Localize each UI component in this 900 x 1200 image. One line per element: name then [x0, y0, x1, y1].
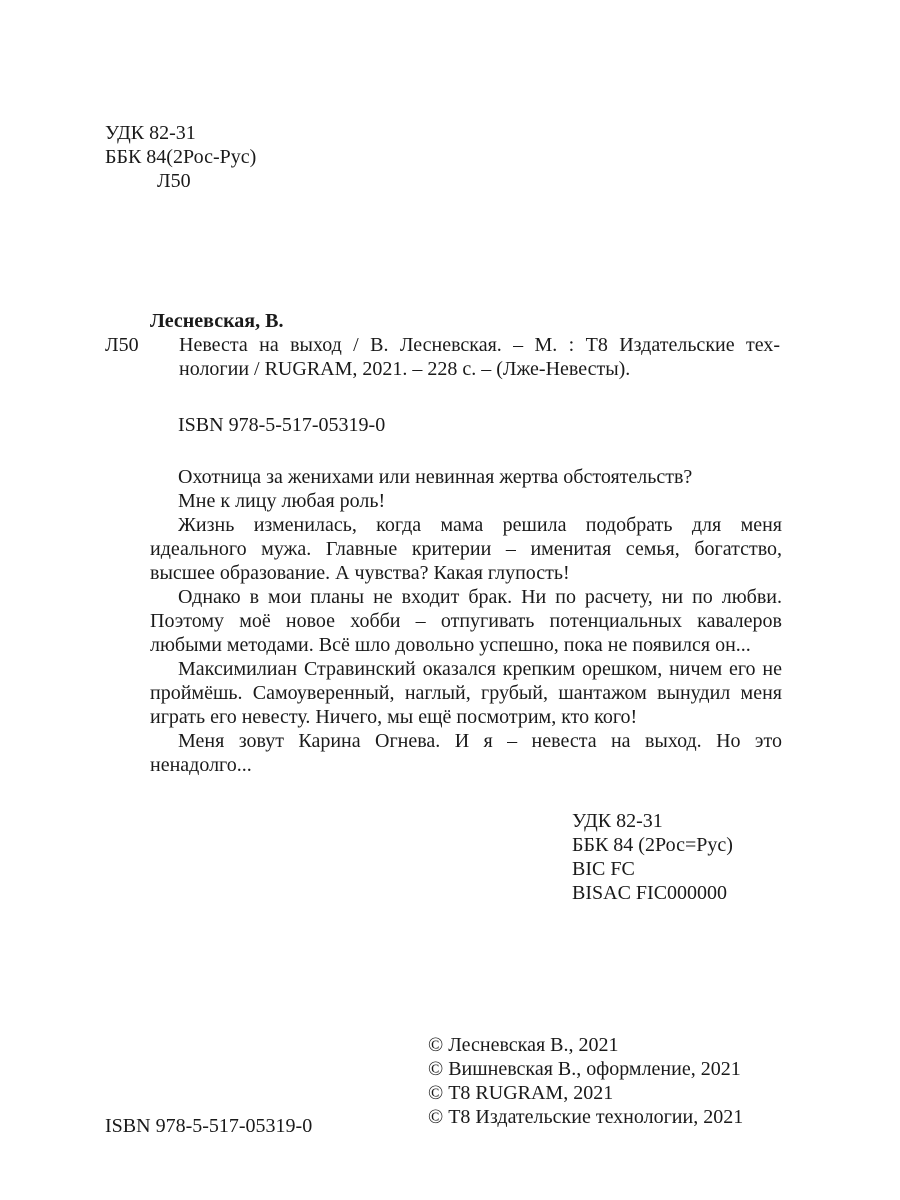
catalog-description-line-1: Невеста на выход / В. Лесневская. – М. : Т8 Издательские тех-	[179, 334, 780, 356]
catalog-author-mark: Л50	[105, 334, 139, 356]
udk-code: УДК 82-31	[572, 810, 663, 832]
catalog-isbn: ISBN 978-5-517-05319-0	[178, 414, 386, 436]
annotation-paragraph: Жизнь изменилась, когда мама решила подобрать для меня идеального мужа. Главные критерии – именитая семья, богатство, высшее образование. А чувства? Какая глупость!	[150, 514, 782, 584]
top-classification	[105, 121, 256, 193]
bbk-code: ББК 84 (2Рос=Рус)	[572, 834, 733, 856]
annotation-paragraph: Охотница за женихами или невинная жертва обстоятельств?	[178, 466, 693, 488]
copyright-line: © Лесневская В., 2021	[428, 1034, 619, 1056]
annotation-paragraph: Максимилиан Стравинский оказался крепким орешком, ничем его не проймёшь. Самоуверенный, наглый, грубый, шантажом вынудил меня играть его невесту. Ничего, мы ещё посмотрим, кто кого!	[150, 658, 782, 728]
copyright-line: © Т8 RUGRAM, 2021	[428, 1082, 614, 1104]
catalog-description-line-2: нологии / RUGRAM, 2021. – 228 с. – (Лже-Невесты).	[179, 358, 631, 380]
bic-code: BIC FC	[572, 858, 635, 880]
bottom-classification	[572, 809, 733, 905]
catalog-entry	[105, 333, 780, 381]
catalog-author: Лесневская, В.	[150, 310, 284, 332]
copyright-line: © Т8 Издательские технологии, 2021	[428, 1106, 744, 1128]
copyright-line: © Вишневская В., оформление, 2021	[428, 1058, 741, 1080]
copyright-list	[428, 1033, 743, 1129]
udk-code: УДК 82-31	[105, 122, 196, 144]
isbn-bottom: ISBN 978-5-517-05319-0	[105, 1115, 313, 1137]
annotation-paragraph: Однако в мои планы не входит брак. Ни по расчету, ни по любви. Поэтому моё новое хобби – отпугивать потенциальных кавалеров любыми методами. Всё шло довольно успешно, пока не появился он...	[150, 586, 782, 656]
annotation	[150, 465, 782, 777]
bisac-code: BISAC FIC000000	[572, 882, 728, 904]
annotation-paragraph: Меня зовут Карина Огнева. И я – невеста на выход. Но это ненадолго...	[150, 730, 782, 776]
bbk-code: ББК 84(2Рос-Рус)	[105, 146, 257, 168]
author-mark: Л50	[157, 170, 191, 192]
annotation-paragraph: Мне к лицу любая роль!	[178, 490, 386, 512]
